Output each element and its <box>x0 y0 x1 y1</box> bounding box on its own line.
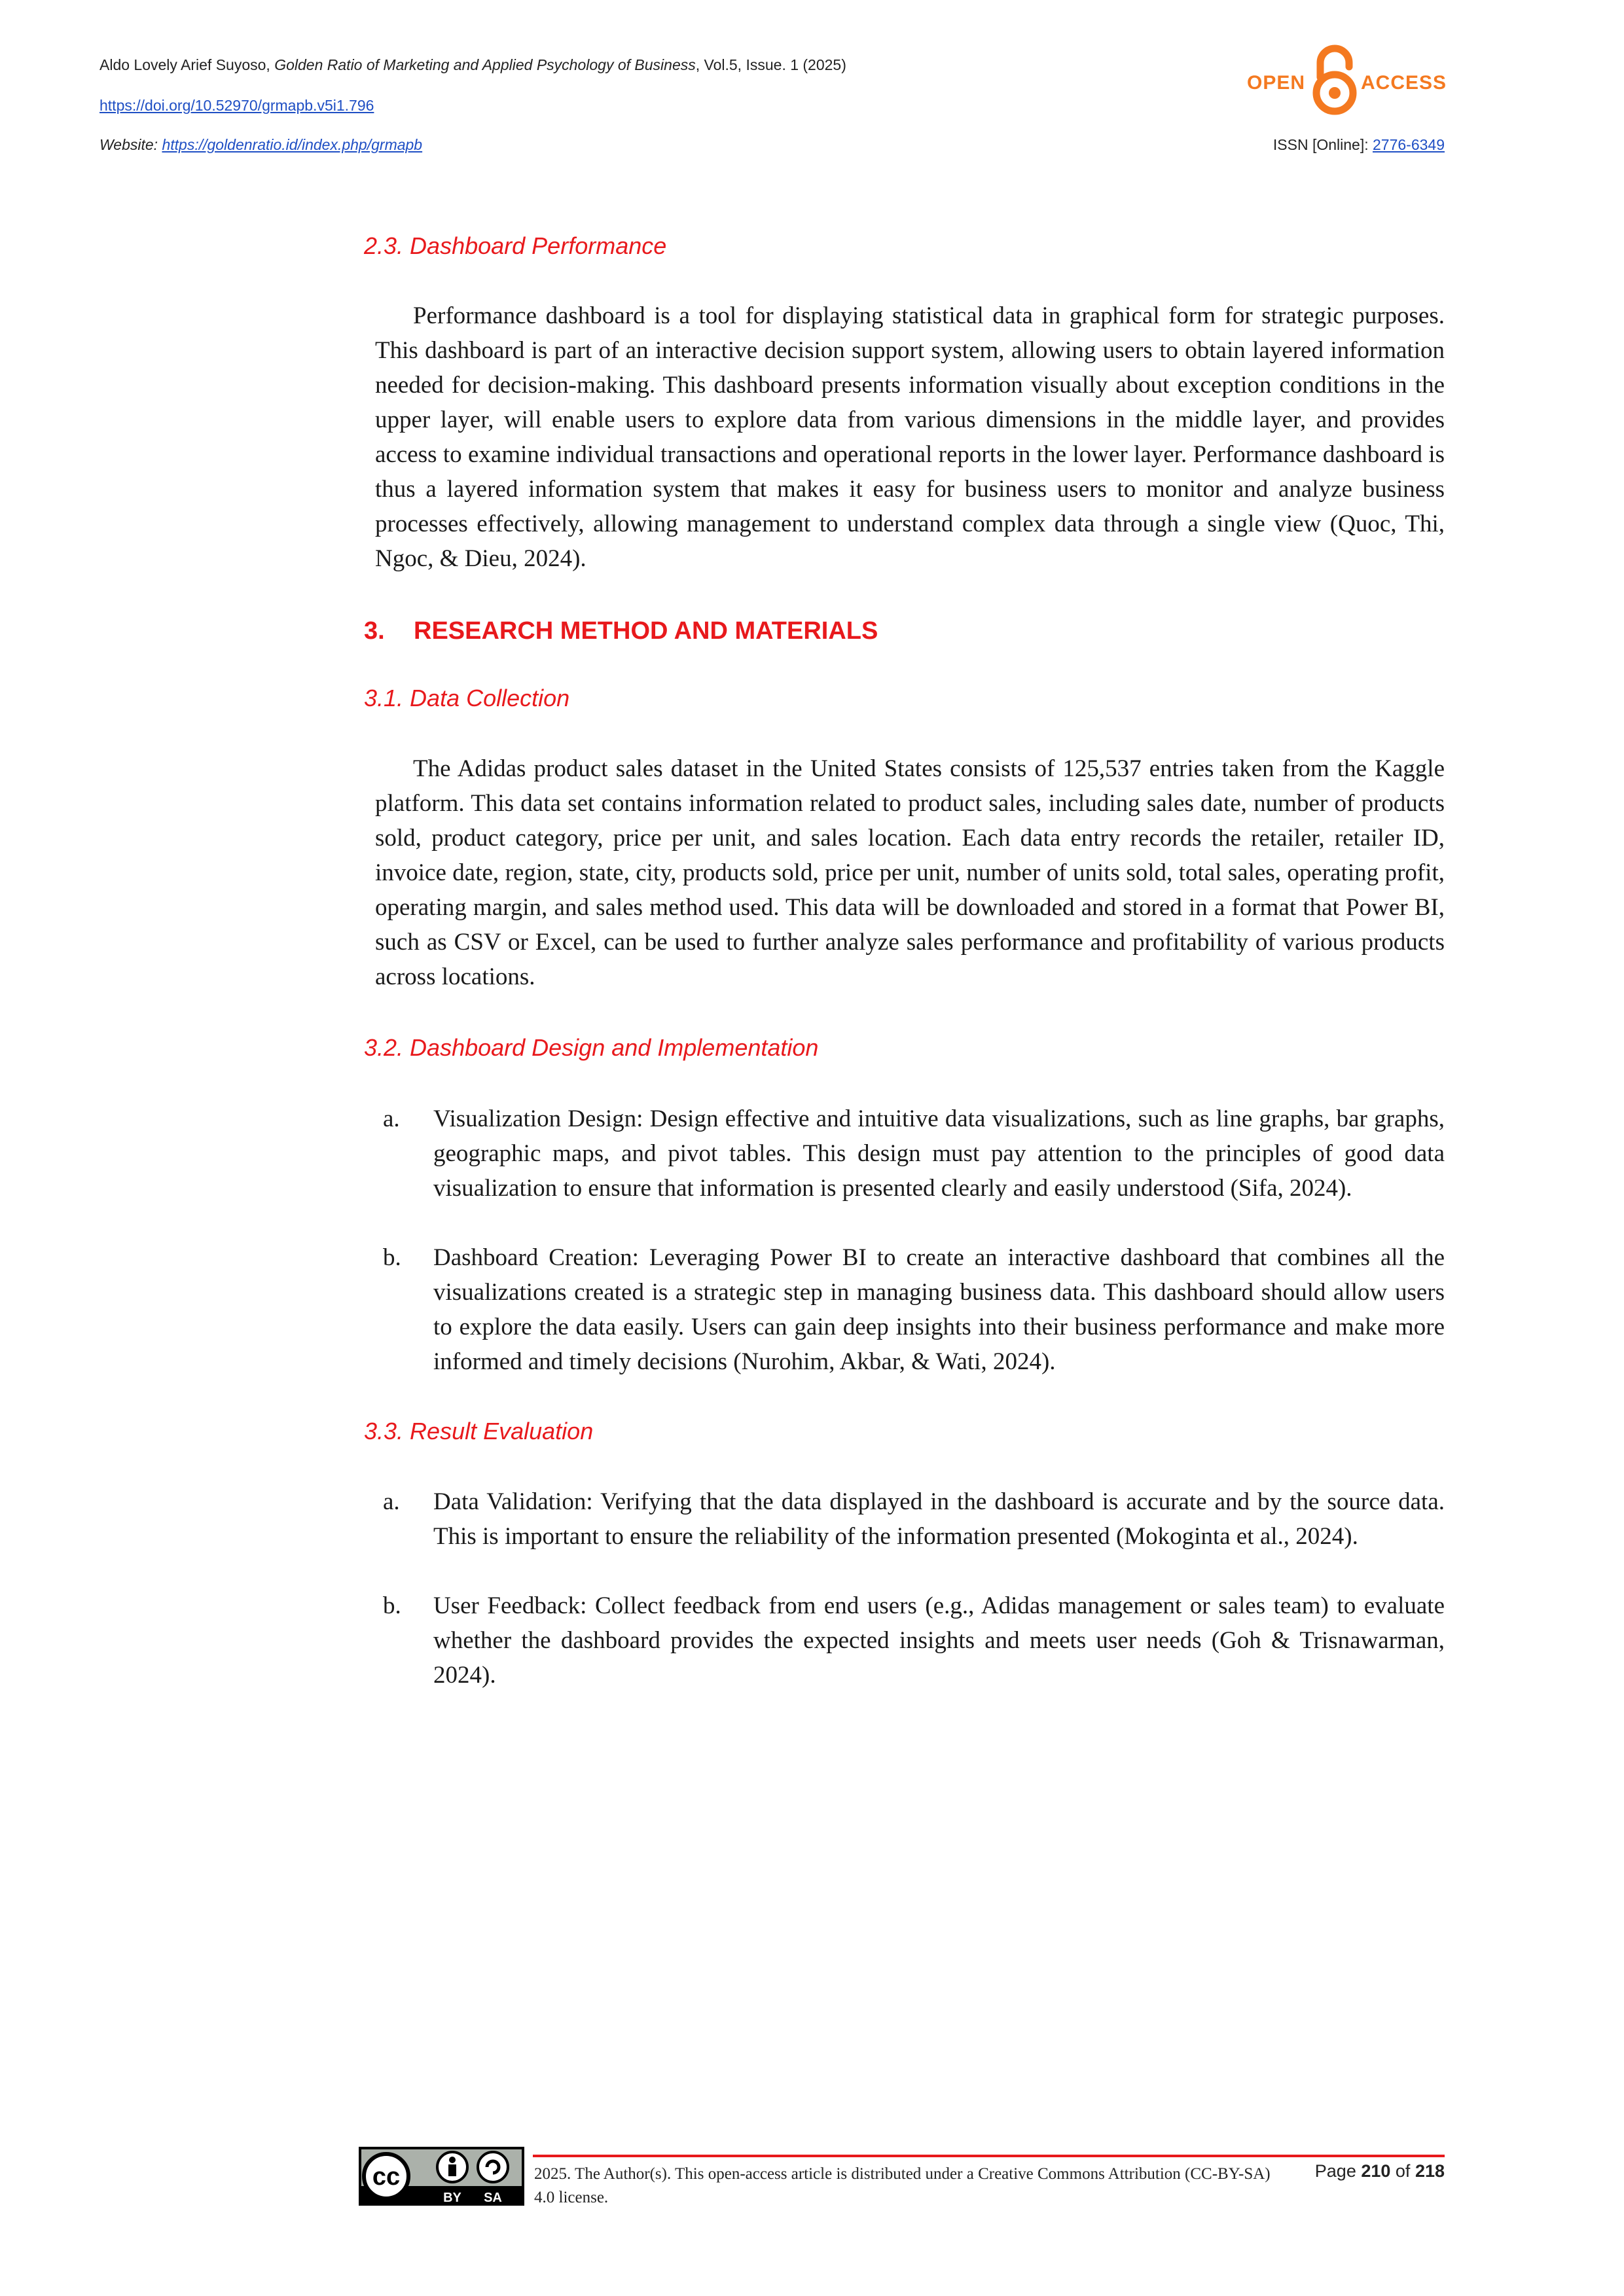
issn <box>1273 136 1445 154</box>
doi-link[interactable]: https://doi.org/10.52970/grmapb.v5i1.796 <box>99 97 374 114</box>
list-marker: b. <box>383 1244 401 1271</box>
svg-text:cc: cc <box>372 2163 401 2191</box>
website-label: Website: <box>99 136 162 153</box>
section-3-title: RESEARCH METHOD AND MATERIALS <box>414 617 878 645</box>
website-line <box>99 136 422 154</box>
author: Aldo Lovely Arief Suyoso, <box>99 56 275 73</box>
journal-name: Golden Ratio of Marketing and Applied Psychology of Business <box>274 56 696 73</box>
list-item-text: Data Validation: Verifying that the data displayed in the dashboard is accurate and by the source data. This is important to ensure the reliability of the information presented (Mokoginta et al., 2024). <box>433 1488 1445 1550</box>
issn-label: ISSN [Online]: <box>1272 136 1373 153</box>
list-item-text: User Feedback: Collect feedback from end users (e.g., Adidas management or sales team) to evaluate whether the dashboard provides the expected insights and meets user needs (Goh & Trisnawarman, 2024). <box>433 1592 1445 1689</box>
section-3-1-heading: 3.1. Data Collection <box>364 685 570 711</box>
cc-sa-label: SA <box>484 2191 502 2205</box>
list-item <box>375 1484 1445 1554</box>
list-item-text: Visualization Design: Design effective and intuitive data visualizations, such as line graphs, bar graphs, geographic maps, and pivot tables. This design must pay attention to the principles of good data visualization to ensure that information is presented clearly and easily understood (Sifa, 2024). <box>433 1105 1445 1202</box>
page-label: Page <box>1314 2161 1362 2181</box>
open-access-lock-icon <box>1311 43 1358 115</box>
list-item-text: Dashboard Creation: Leveraging Power BI to create an interactive dashboard that combines all the visualizations created is a strategic step in managing business data. This dashboard should allow users to explore the data easily. Users can gain deep insights into their business performance and make more informed and timely decisions (Nurohim, Akbar, & Wati, 2024). <box>433 1244 1445 1375</box>
doi-line <box>99 97 374 115</box>
citation-line <box>99 56 846 74</box>
list-item <box>375 1240 1445 1379</box>
page-total: 218 <box>1415 2161 1445 2181</box>
volume-issue: , Vol.5, Issue. 1 (2025) <box>695 56 846 73</box>
page-current: 210 <box>1361 2161 1391 2181</box>
list-marker: b. <box>383 1592 401 1619</box>
section-3-2-heading: 3.2. Dashboard Design and Implementation <box>364 1034 819 1061</box>
page-of: of <box>1390 2161 1415 2181</box>
footer-rule <box>533 2155 1445 2157</box>
cc-by-label: BY <box>443 2191 461 2205</box>
section-3-1-paragraph: The Adidas product sales dataset in the United States consists of 125,537 entries taken from the Kaggle platform. This data set contains information related to product sales, including sales date, number of products sold, product category, price per unit, and sales location. Each data entry records the retailer, retailer ID, invoice date, region, state, city, products sold, price per unit, number of units sold, total sales, operating profit, operating margin, and sales method used. This data will be downloaded and stored in a format that Power BI, such as CSV or Excel, can be used to further analyze sales performance and profitability of various products across locations. <box>375 755 1445 990</box>
section-2-3-paragraph: Performance dashboard is a tool for displaying statistical data in graphical form for strategic purposes. This dashboard is part of an interactive decision support system, allowing users to obtain layered information needed for decision-making. This dashboard presents information visually about exception conditions in the upper layer, will enable users to explore data from various dimensions in the middle layer, and provides access to examine individual transactions and operational reports in the lower layer. Performance dashboard is thus a layered information system that makes it easy for business users to monitor and analyze business processes effectively, allowing management to understand complex data through a single view (Quoc, Thi, Ngoc, & Dieu, 2024). <box>375 302 1445 572</box>
cc-by-sa-badge <box>359 2147 524 2206</box>
open-access-open-text: OPEN <box>1247 72 1306 94</box>
section-3-3-heading: 3.3. Result Evaluation <box>364 1418 594 1444</box>
list-item <box>375 1102 1445 1206</box>
page-number <box>1315 2161 1445 2181</box>
section-3-heading <box>364 617 878 645</box>
list-item <box>375 1588 1445 1693</box>
website-link[interactable]: https://goldenratio.id/index.php/grmapb <box>162 136 423 153</box>
open-access-access-text: ACCESS <box>1361 72 1447 94</box>
license-text: 2025. The Author(s). This open-access article is distributed under a Creative Commons Attribution (CC-BY-SA) 4.0 license. <box>534 2165 1271 2206</box>
section-3-number: 3. <box>364 617 385 645</box>
list-marker: a. <box>383 1105 400 1132</box>
issn-link[interactable]: 2776-6349 <box>1373 136 1445 153</box>
list-marker: a. <box>383 1488 400 1515</box>
open-access-logo <box>1247 43 1447 115</box>
section-2-3-heading: 2.3. Dashboard Performance <box>364 232 667 259</box>
